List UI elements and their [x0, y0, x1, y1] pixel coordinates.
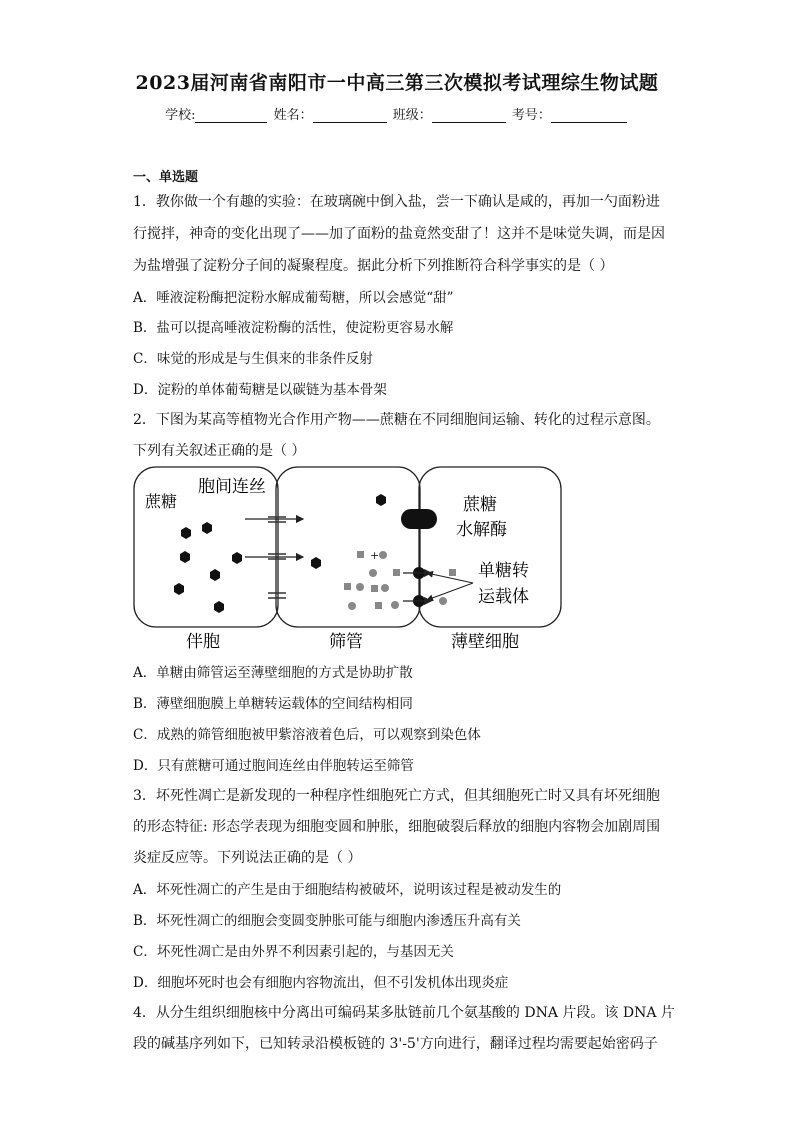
q1-line-2: 行搅拌，神奇的变化出现了——加了面粉的盐竟然变甜了！这并不是味觉失调，而是因	[133, 226, 665, 242]
sucrose-label: 蔗糖	[145, 492, 178, 511]
invertase-label-2: 水解酶	[456, 520, 507, 540]
plasmodesmata-label: 胞间连丝	[198, 477, 266, 497]
q3-option-d: D．细胞坏死时也会有细胞内容物流出，但不引发机体出现炎症	[133, 975, 509, 991]
q3-option-b: B．坏死性凋亡的细胞会变圆变肿胀可能与细胞内渗透压升高有关	[133, 913, 521, 929]
q2-line-1: 2．下图为某高等植物光合作用产物——蔗糖在不同细胞间运输、转化的过程示意图。	[133, 412, 660, 428]
name-label: 姓名：	[273, 108, 313, 123]
name-field[interactable]	[313, 108, 387, 123]
q1-option-a: A．唾液淀粉酶把淀粉水解成葡萄糖，所以会感觉“甜”	[133, 290, 454, 306]
sucrose-transport-diagram	[133, 465, 563, 655]
q2-option-b: B．薄壁细胞膜上单糖转运载体的空间结构相同	[133, 696, 413, 712]
page-title: 2023届河南省南阳市一中高三第三次模拟考试理综生物试题	[135, 72, 659, 94]
q1-option-b: B．盐可以提高唾液淀粉酶的活性，使淀粉更容易水解	[133, 320, 454, 336]
transporter-label-2: 运载体	[478, 587, 529, 607]
companion-cell-label: 伴胞	[186, 632, 220, 652]
parenchyma-label: 薄壁细胞	[451, 632, 519, 652]
transporter-label-1: 单糖转	[478, 561, 529, 581]
invertase-enzyme	[401, 509, 437, 529]
q2-option-c: C．成熟的筛管细胞被甲紫溶液着色后，可以观察到染色体	[133, 727, 481, 743]
q4-line-1: 4．从分生组织细胞核中分离出可编码某多肽链前几个氨基酸的 DNA 片段。该 DNA 片	[133, 1005, 675, 1021]
q1-option-d: D．淀粉的单体葡萄糖是以碳链为基本骨架	[133, 382, 387, 398]
q4-line-2: 段的碱基序列如下，已知转录沿模板链的 3'-5'方向进行，翻译过程均需要起始密码子	[133, 1036, 658, 1052]
q1-line-1: 1．教你做一个有趣的实验：在玻璃碗中倒入盐，尝一下确认是咸的，再加一勺面粉进	[133, 194, 660, 210]
q1-line-3: 为盐增强了淀粉分子间的凝聚程度。据此分析下列推断符合科学事实的是（ ）	[133, 258, 614, 274]
q2-option-d: D．只有蔗糖可通过胞间连丝由伴胞转运至筛管	[133, 758, 414, 774]
invertase-label-1: 蔗糖	[463, 495, 497, 515]
q3-option-a: A．坏死性凋亡的产生是由于细胞结构被破坏，说明该过程是被动发生的	[133, 882, 562, 898]
q3-line-3: 炎症反应等。下列说法正确的是（ ）	[133, 850, 362, 866]
number-field[interactable]	[551, 108, 627, 123]
q3-option-c: C．坏死性凋亡是由外界不利因素引起的，与基因无关	[133, 944, 454, 960]
plus-sign: +	[370, 549, 380, 562]
label-pointer-2	[427, 583, 473, 600]
q3-line-2: 的形态特征: 形态学表现为细胞变圆和肿胀，细胞破裂后释放的细胞内容物会加剧周围	[133, 819, 661, 835]
school-field[interactable]	[195, 108, 267, 123]
school-label: 学校:	[165, 108, 196, 123]
q2-line-2: 下列有关叙述正确的是（ ）	[133, 443, 306, 459]
monosaccharides	[344, 549, 456, 610]
number-label: 考号：	[511, 108, 551, 123]
class-label: 班级：	[392, 108, 432, 123]
section-heading: 一、单选题	[133, 170, 199, 185]
sieve-tube-label: 筛管	[329, 632, 363, 652]
plasmodesma-3	[268, 593, 286, 598]
q1-option-c: C．味觉的形成是与生俱来的非条件反射	[133, 351, 373, 367]
class-field[interactable]	[432, 108, 506, 123]
student-info-line	[0, 104, 794, 123]
q2-option-a: A．单糖由筛管运至薄壁细胞的方式是协助扩散	[133, 665, 413, 681]
q3-line-1: 3．坏死性凋亡是新发现的一种程序性细胞死亡方式，但其细胞死亡时又具有坏死细胞	[133, 788, 660, 804]
